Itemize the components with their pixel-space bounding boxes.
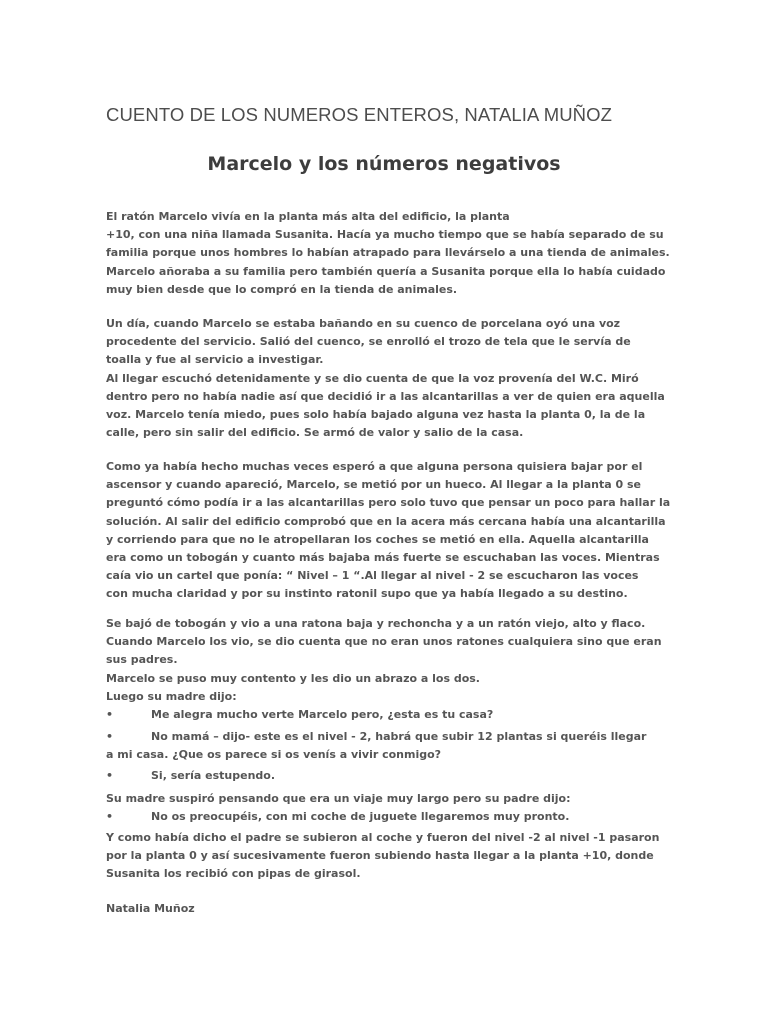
dialogue-block: [106, 767, 666, 785]
text-line: con mucha claridad y por su instinto ratonil supo que ya había llegado a su destino.: [106, 587, 628, 601]
document-header: CUENTO DE LOS NUMEROS ENTEROS, NATALIA MUÑOZ: [106, 104, 613, 125]
list-item-text: Si, sería estupendo.: [151, 769, 276, 782]
bullet-icon: •: [106, 769, 114, 782]
text-line: familia porque unos hombres lo habían atrapado para llevárselo a una tienda de animales.: [106, 246, 670, 260]
list-item: [106, 728, 666, 746]
bullet-icon: •: [106, 810, 114, 823]
text-line: El ratón Marcelo vivía en la planta más alta del edificio, la planta: [106, 210, 510, 223]
dialogue-block: [106, 728, 666, 764]
text-line: toalla y fue al servicio a investigar.: [106, 353, 324, 367]
text-line: Se bajó de tobogán y vio a una ratona baja y rechoncha y a un ratón viejo, alto y flaco.: [106, 617, 646, 630]
text-line: por la planta 0 y así sucesivamente fueron subiendo hasta llegar a la planta +10, donde: [106, 849, 654, 863]
text-line: caía vio un cartel que ponía: “ Nivel – 1 “.Al llegar al nivel - 2 se escucharon las voces: [106, 569, 639, 583]
paragraph-4: [106, 615, 666, 706]
bullet-icon: •: [106, 730, 114, 743]
text-line: era como un tobogán y cuanto más bajaba más fuerte se escuchaban las voces. Mientras: [106, 550, 660, 564]
text-line: +10, con una niña llamada Susanita. Hacía ya mucho tiempo que se había separado de su: [106, 228, 664, 242]
text-line: a mi casa. ¿Que os parece si os venís a vivir conmigo?: [106, 748, 442, 762]
text-line: Y como había dicho el padre se subieron al coche y fueron del nivel -2 al nivel -1 pasaron: [106, 831, 660, 844]
paragraph-2: [106, 315, 666, 442]
paragraph-6: [106, 829, 666, 884]
text-line: Su madre suspiró pensando que era un viaje muy largo pero su padre dijo:: [106, 792, 571, 805]
paragraph-5: [106, 790, 666, 808]
text-line: calle, pero sin salir del edificio. Se armó de valor y salio de la casa.: [106, 426, 524, 440]
text-line: Luego su madre dijo:: [106, 689, 237, 703]
list-item: [106, 706, 666, 724]
text-line: muy bien desde que lo compró en la tienda de animales.: [106, 282, 458, 296]
text-line: Susanita los recibió con pipas de girasol.: [106, 867, 361, 881]
list-item-text: No os preocupéis, con mi coche de juguete llegaremos muy pronto.: [151, 810, 570, 823]
text-line: Al llegar escuchó detenidamente y se dio cuenta de que la voz provenía del W.C. Miró: [106, 371, 639, 385]
text-line: solución. Al salir del edificio comprobó que en la acera más cercana había una alcantarilla: [106, 514, 666, 528]
paragraph-3: [106, 458, 671, 604]
text-line: Marcelo añoraba a su familia pero también quería a Susanita porque ella lo había cuidado: [106, 264, 666, 278]
dialogue-block: [106, 706, 666, 724]
text-line: ascensor y cuando apareció, Marcelo, se metió por un hueco. Al llegar a la planta 0 se: [106, 478, 641, 492]
text-line: Un día, cuando Marcelo se estaba bañando en su cuenco de porcelana oyó una voz: [106, 317, 621, 330]
text-line: y corriendo para que no le atropellaran los coches se metió en ella. Aquella alcantarilla: [106, 532, 649, 546]
author-signature: [106, 900, 666, 918]
list-item-text: Me alegra mucho verte Marcelo pero, ¿esta es tu casa?: [151, 708, 494, 721]
text-line: Como ya había hecho muchas veces esperó a que alguna persona quisiera bajar por el: [106, 460, 643, 473]
author-name: Natalia Muñoz: [106, 902, 195, 915]
text-line: preguntó cómo podía ir a las alcantarillas pero solo tuvo que pensar un poco para hallar la: [106, 496, 671, 510]
text-line: Cuando Marcelo los vio, se dio cuenta que no eran unos ratones cualquiera sino que eran: [106, 635, 662, 649]
bullet-icon: •: [106, 708, 114, 721]
list-item-text: No mamá – dijo- este es el nivel - 2, habrá que subir 12 plantas si queréis llegar: [151, 730, 647, 743]
list-item: [106, 808, 666, 826]
text-line: sus padres.: [106, 653, 178, 667]
dialogue-block: [106, 808, 666, 826]
paragraph-1: [106, 208, 670, 299]
text-line: dentro pero no había nadie así que decidió ir a las alcantarillas a ver de quien era aquella: [106, 389, 665, 403]
story-title: Marcelo y los números negativos: [207, 153, 561, 175]
text-line: voz. Marcelo tenía miedo, pues solo había bajado alguna vez hasta la planta 0, la de la: [106, 407, 646, 421]
text-line: Marcelo se puso muy contento y les dio un abrazo a los dos.: [106, 671, 480, 685]
text-line: procedente del servicio. Salió del cuenco, se enrolló el trozo de tela que le servía de: [106, 335, 631, 349]
list-item: [106, 767, 666, 785]
